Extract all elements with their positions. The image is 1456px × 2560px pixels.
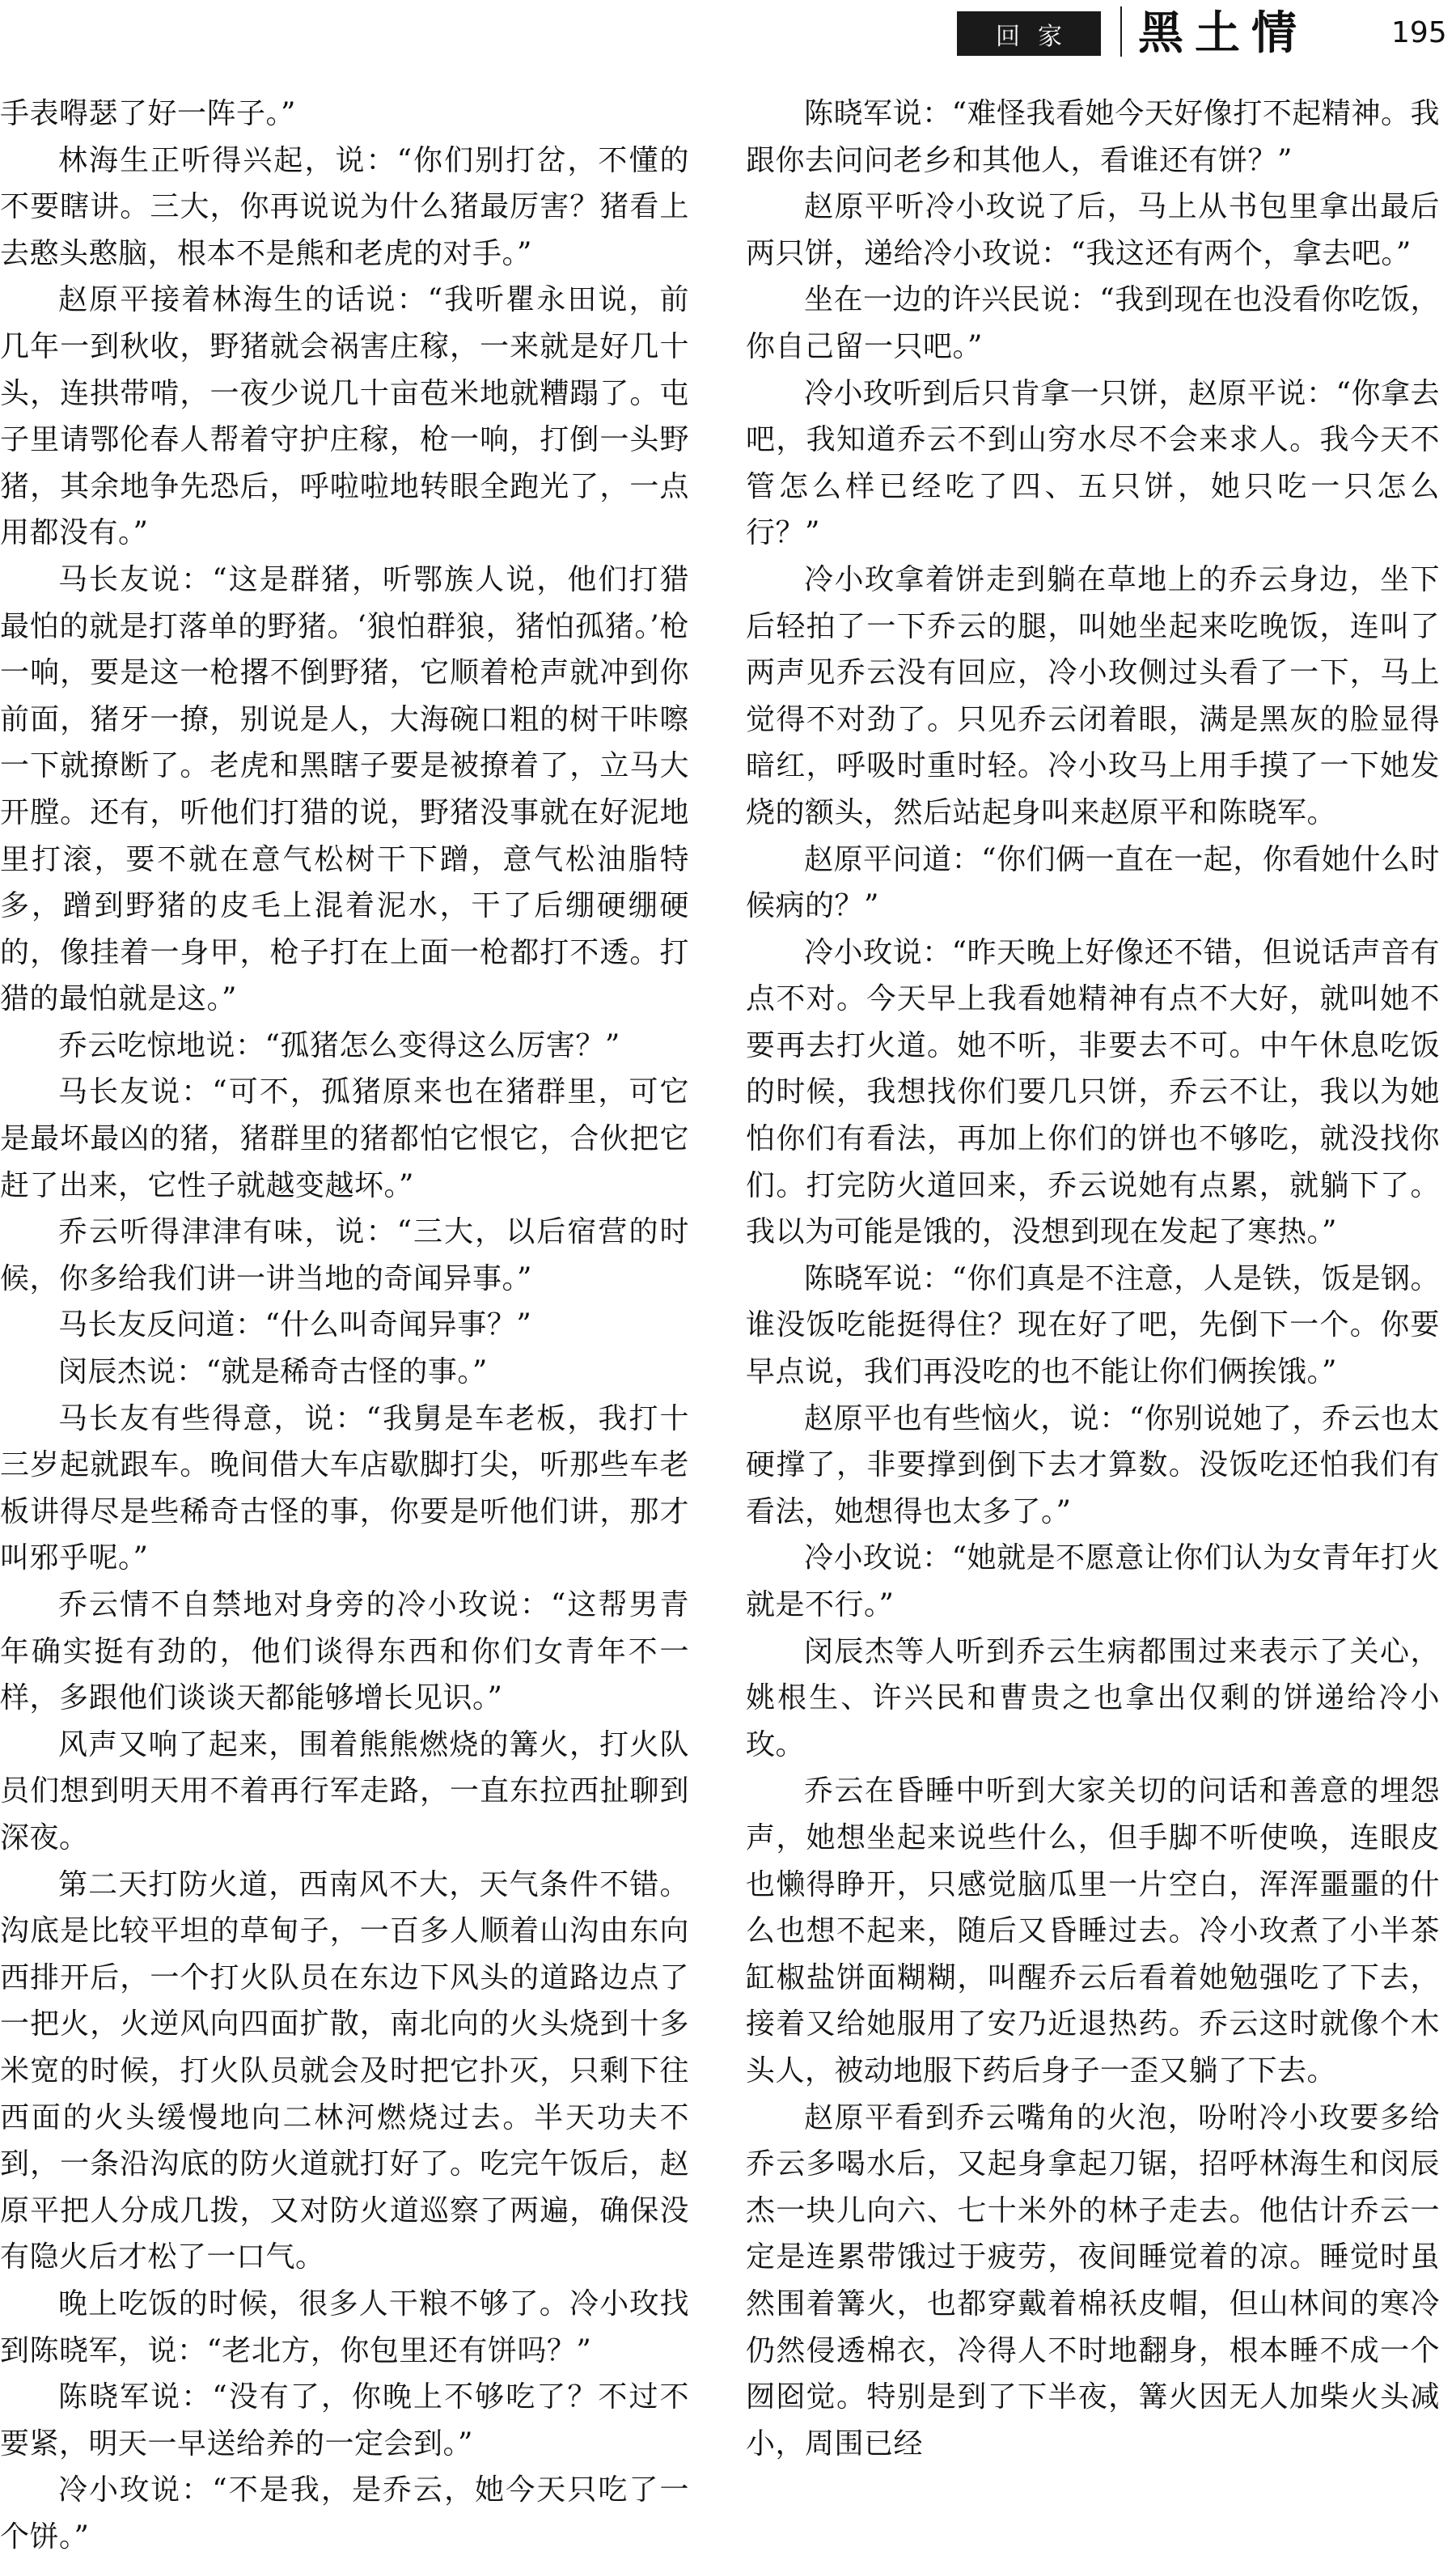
text-column-left <box>0 91 689 2554</box>
text-column-right <box>746 91 1440 2460</box>
paragraph: 乔云在昏睡中听到大家关切的问话和善意的埋怨声，她想坐起来说些什么，但手脚不听使唤，连眼皮也懒得睁开，只感觉脑瓜里一片空白，浑浑噩噩的什么也想不起来，随后又昏睡过去。冷小玫煮了小半茶缸椒盐饼面糊糊，叫醒乔云后看着她勉强吃了下去，接着又给她服用了安乃近退热药。乔云这时就像个木头人，被动地服下药后身子一歪又躺了下去。 <box>746 1774 1440 2087</box>
paragraph: 晚上吃饭的时候，很多人干粮不够了。冷小玫找到陈晓军，说：“老北方，你包里还有饼吗？” <box>0 2287 689 2367</box>
paragraph: 冷小玫说：“昨天晚上好像还不错，但说话声音有点不对。今天早上我看她精神有点不大好，就叫她不要再去打火道。她不听，非要去不可。中午休息吃饭的时候，我想找你们要几只饼，乔云不让，我以为她怕你们有看法，再加上你们的饼也不够吃，就没找你们。打完防火道回来，乔云说她有点累，就躺下了。我以为可能是饿的，没想到现在发起了寒热。” <box>746 935 1440 1249</box>
paragraph: 冷小玫听到后只肯拿一只饼，赵原平说：“你拿去吧，我知道乔云不到山穷水尽不会来求人。我今天不管怎么样已经吃了四、五只饼，她只吃一只怎么行？” <box>746 376 1440 550</box>
paragraph: 闵辰杰说：“就是稀奇古怪的事。” <box>58 1355 488 1389</box>
paragraph: 赵原平也有些恼火，说：“你别说她了，乔云也太硬撑了，非要撑到倒下去才算数。没饭吃还怕我们有看法，她想得也太多了。” <box>746 1401 1440 1528</box>
paragraph: 风声又响了起来，围着熊熊燃烧的篝火，打火队员们想到明天用不着再行军走路，一直东拉西扯聊到深夜。 <box>0 1727 689 1854</box>
section-label: 回家 <box>957 11 1101 56</box>
paragraph: 闵辰杰等人听到乔云生病都围过来表示了关心，姚根生、许兴民和曹贵之也拿出仅剩的饼递给冷小玫。 <box>746 1634 1440 1761</box>
paragraph: 乔云吃惊地说：“孤猪怎么变得这么厉害？” <box>58 1028 620 1062</box>
paragraph: 坐在一边的许兴民说：“我到现在也没看你吃饭，你自己留一只吧。” <box>746 283 1440 363</box>
paragraph: 马长友有些得意，说：“我舅是车老板，我打十三岁起就跟车。晚间借大车店歇脚打尖，听那些车老板讲得尽是些稀奇古怪的事，你要是听他们讲，那才叫邪乎呢。” <box>0 1401 689 1575</box>
paragraph: 陈晓军说：“难怪我看她今天好像打不起精神。我跟你去问问老乡和其他人，看谁还有饼？” <box>746 97 1440 177</box>
paragraph: 冷小玫拿着饼走到躺在草地上的乔云身边，坐下后轻拍了一下乔云的腿，叫她坐起来吃晚饭，连叫了两声见乔云没有回应，冷小玫侧过头看了一下，马上觉得不对劲了。只见乔云闭着眼，满是黑灰的脸显得暗红，呼吸时重时轻。冷小玫马上用手摸了一下她发烧的额头，然后站起身叫来赵原平和陈晓军。 <box>746 562 1440 829</box>
paragraph: 乔云情不自禁地对身旁的冷小玫说：“这帮男青年确实挺有劲的，他们谈得东西和你们女青年不一样，多跟他们谈谈天都能够增长见识。” <box>0 1588 689 1715</box>
paragraph: 乔云听得津津有味，说：“三大，以后宿营的时候，你多给我们讲一讲当地的奇闻异事。” <box>0 1215 689 1295</box>
paragraph: 第二天打防火道，西南风不大，天气条件不错。沟底是比较平坦的草甸子，一百多人顺着山沟由东向西排开后，一个打火队员在东边下风头的道路边点了一把火，火逆风向四面扩散，南北向的火头烧到十多米宽的时候，打火队员就会及时把它扑灭，只剩下往西面的火头缓慢地向二林河燃烧过去。半天功夫不到，一条沿沟底的防火道就打好了。吃完午饭后，赵原平把人分成几拨，又对防火道巡察了两遍，确保没有隐火后才松了一口气。 <box>0 1867 689 2274</box>
paragraph: 马长友说：“这是群猪，听鄂族人说，他们打猎最怕的就是打落单的野猪。‘狼怕群狼，猪怕孤猪。’枪一响，要是这一枪撂不倒野猪，它顺着枪声就冲到你前面，猪牙一撩，别说是人，大海碗口粗的树干咔嚓一下就撩断了。老虎和黑瞎子要是被撩着了，立马大开膛。还有，听他们打猎的说，野猪没事就在好泥地里打滚，要不就在意气松树干下蹭，意气松油脂特多，蹭到野猪的皮毛上混着泥水，干了后绷硬绷硬的，像挂着一身甲，枪子打在上面一枪都打不透。打猎的最怕就是这。” <box>0 562 689 1016</box>
paragraph: 手表嘚瑟了好一阵子。” <box>0 97 296 130</box>
paragraph: 赵原平接着林海生的话说：“我听瞿永田说，前几年一到秋收，野猪就会祸害庄稼，一来就是好几十头，连拱带啃，一夜少说几十亩苞米地就糟蹋了。屯子里请鄂伦春人帮着守护庄稼，枪一响，打倒一头野猪，其余地争先恐后，呼啦啦地转眼全跑光了，一点用都没有。” <box>0 283 689 550</box>
page-number: 195 <box>1391 16 1447 49</box>
paragraph: 冷小玫说：“她就是不愿意让你们认为女青年打火就是不行。” <box>746 1541 1440 1621</box>
header-divider <box>1120 6 1122 57</box>
paragraph: 赵原平听冷小玫说了后，马上从书包里拿出最后两只饼，递给冷小玫说：“我这还有两个，拿去吧。” <box>746 190 1440 270</box>
svg-text:黑土情: 黑土情 <box>1138 6 1308 60</box>
paragraph: 林海生正听得兴起，说：“你们别打岔，不懂的不要瞎讲。三大，你再说说为什么猪最厉害？猪看上去憨头憨脑，根本不是熊和老虎的对手。” <box>0 143 689 270</box>
paragraph: 陈晓军说：“没有了，你晚上不够吃了？不过不要紧，明天一早送给养的一定会到。” <box>0 2380 689 2460</box>
paragraph: 陈晓军说：“你们真是不注意，人是铁，饭是钢。谁没饭吃能挺得住？现在好了吧，先倒下一个。你要早点说，我们再没吃的也不能让你们俩挨饿。” <box>746 1261 1440 1389</box>
paragraph: 赵原平问道：“你们俩一直在一起，你看她什么时候病的？” <box>746 842 1440 923</box>
paragraph: 马长友反问道：“什么叫奇闻异事？” <box>58 1308 532 1342</box>
magazine-logo <box>1136 5 1335 60</box>
paragraph: 马长友说：“可不，孤猪原来也在猪群里，可它是最坏最凶的猪，猪群里的猪都怕它恨它，合伙把它赶了出来，它性子就越变越坏。” <box>0 1075 689 1202</box>
page-header <box>0 0 1456 65</box>
paragraph: 冷小玫说：“不是我，是乔云，她今天只吃了一个饼。” <box>0 2473 689 2554</box>
paragraph: 赵原平看到乔云嘴角的火泡，吩咐冷小玫要多给乔云多喝水后，又起身拿起刀锯，招呼林海生和闵辰杰一块儿向六、七十米外的林子走去。他估计乔云一定是连累带饿过于疲劳，夜间睡觉着的凉。睡觉时虽然围着篝火，也都穿戴着棉袄皮帽，但山林间的寒冷仍然侵透棉衣，冷得人不时地翻身，根本睡不成一个囫囵觉。特别是到了下半夜，篝火因无人加柴火头减小，周围已经 <box>746 2100 1440 2460</box>
